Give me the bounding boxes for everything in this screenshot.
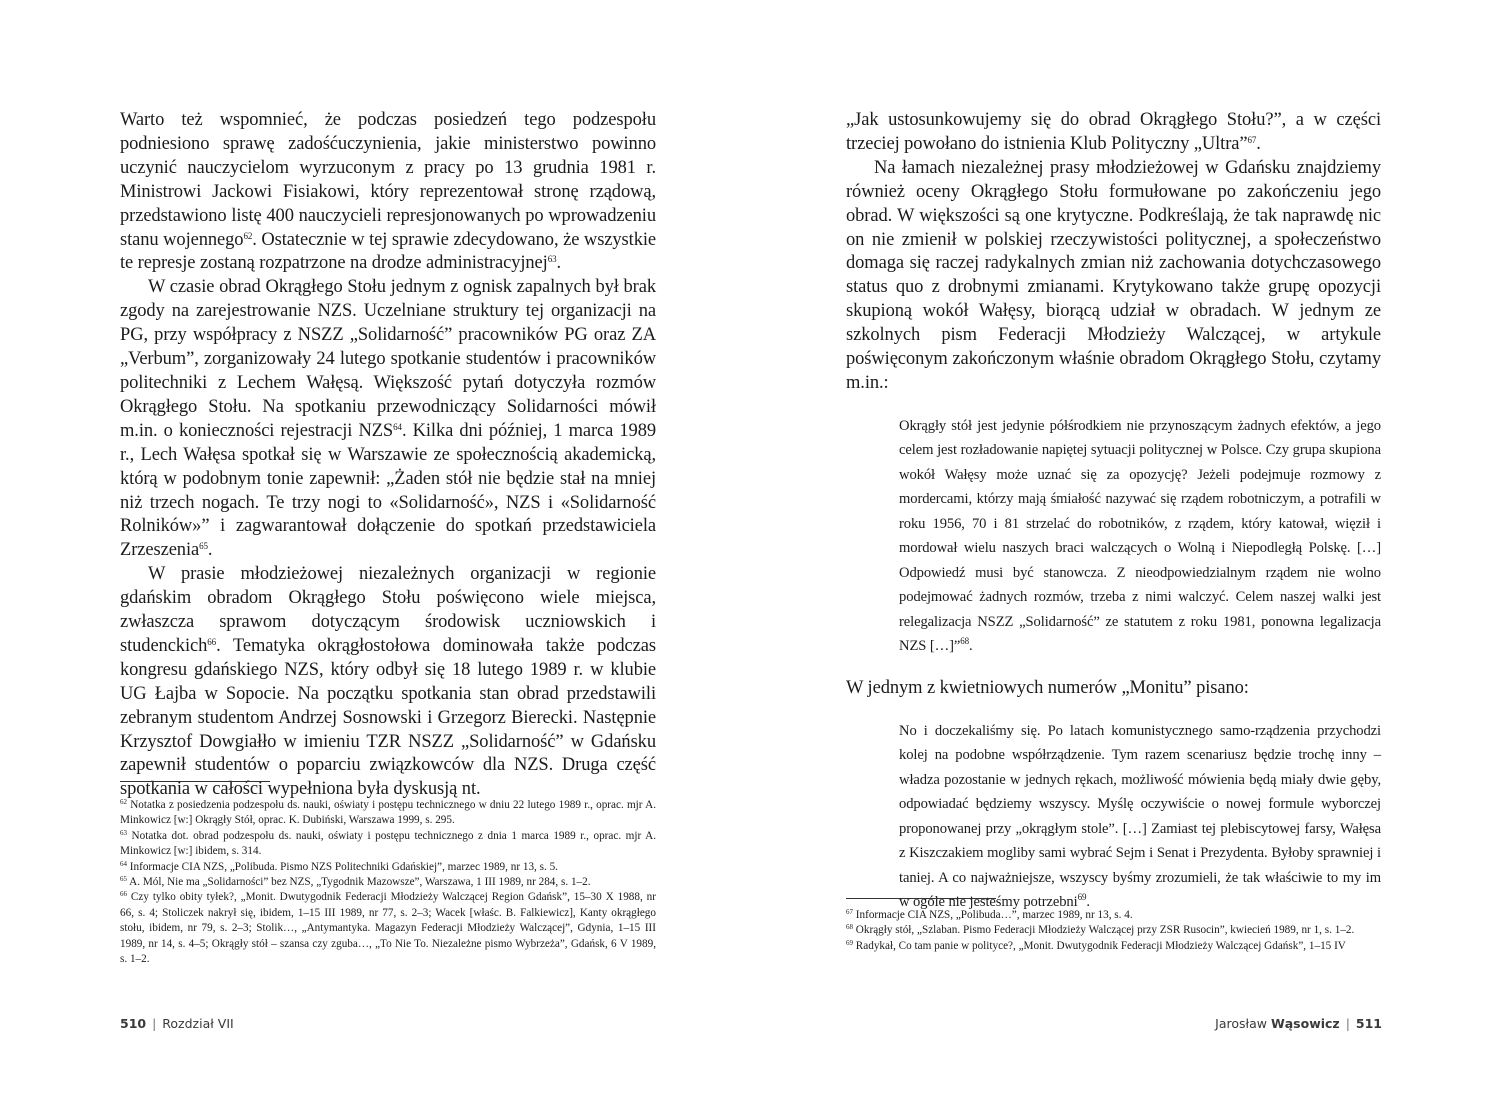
text-run: .: [1086, 894, 1090, 911]
footnote-text: Radykał, Co tam panie w polityce?, „Monit. Dwutygodnik Federacji Młodzieży Walczącej Gdańsk”, 1–15 IV: [853, 939, 1346, 952]
footnote: [846, 939, 1381, 954]
block-quote-1: [899, 414, 1381, 659]
paragraph: [846, 157, 1381, 396]
paragraph: [120, 563, 656, 802]
left-page-number: 510: [120, 1016, 147, 1031]
footnote-number: 67: [846, 908, 853, 916]
text-run: „Jak ustosunkowujemy się do obrad Okrągłego Stołu?”, a w części trzeciej powołano do istnienia Klub Polityczny „Ultra”: [846, 110, 1381, 154]
footnote: [120, 890, 656, 967]
footnote-ref: 62: [243, 230, 253, 241]
footnote: [120, 798, 656, 829]
text-run: . Kilka dni później, 1 marca 1989 r., Lech Wałęsa spotkał się w Warszawie ze społecznością akademicką, którą w podobnym tonie zapewnił: „Żaden stół nie będzie stał na mniej niż trzech nogach. Te trzy nogi to «Solidarność», NZS i «Solidarność Rolników»” i zagwarantował dołączenie do spotkań przedstawiciela Zrzeszenia: [120, 420, 656, 561]
lead-sentence: W jednym z kwietniowych numerów „Monitu” pisano:: [846, 677, 1249, 698]
right-footnotes: [846, 908, 1381, 954]
text-run: .: [207, 540, 213, 561]
text-run: .: [1256, 133, 1261, 154]
footnote-number: 65: [120, 875, 127, 884]
footnote-number: 63: [120, 828, 127, 837]
right-page: [750, 0, 1500, 1118]
footnote-number: 62: [120, 798, 127, 806]
footnote-text: Czy tylko obity tyłek?, „Monit. Dwutygodnik Federacji Młodzieży Walczącej Region Gdańsk”, 15–30 X 1988, nr 66, s. 4; Stoliczek nakrył się, ibidem, 1–15 III 1989, nr 77, s. 2–3; Wacek [właśc. B. Falkiewicz], Kanty okrągłego stołu, ibidem, nr 79, s. 2–3; Stolik…, „Antymantyka. Magazyn Federacji Młodzieży Walczącej”, Gdynia, 1–15 III 1989, nr 14, s. 4–5; Okrągły stół – szansa czy zguba…, „To Nie To. Niezależne pismo Wybrzeża”, Gdańsk, 6 V 1989, s. 1–2.: [120, 891, 656, 966]
left-folio: [120, 1016, 234, 1031]
footnote-ref: 66: [207, 636, 217, 647]
right-folio: [1215, 1016, 1382, 1031]
footnote: [846, 908, 1381, 923]
footnote-number: 69: [846, 938, 853, 947]
footnote: [120, 875, 656, 890]
quote-paragraph: [899, 719, 1381, 915]
text-run: .: [969, 638, 973, 655]
left-folio-separator: |: [152, 1016, 157, 1031]
author-last-name: Wąsowicz: [1270, 1016, 1340, 1031]
footnote: [120, 829, 656, 860]
footnote-ref: 64: [393, 421, 402, 432]
left-footnotes: [120, 798, 656, 967]
footnote-number: 66: [120, 890, 127, 899]
footnote-ref: 65: [199, 541, 208, 552]
text-run: Okrągły stół jest jedynie półśrodkiem nie przynoszącym żadnych efektów, a jego celem jest rozładowanie napiętej sytuacji politycznej w Polsce. Czy grupa skupiona wokół Wałęsy może uznać się za opozycję? Jeżeli podejmuje rozmowy z mordercami, którzy mają śmiałość nazywać się rządem robotniczym, a potrafili w roku 1956, 70 i 81 strzelać do robotników, z rządem, który katował, więził i mordował wielu naszych braci walczących o Wolną i Niepodległą Polskę. […] Odpowiedź musi być stanowcza. Z nieodpowiedzialnym rządem nie wolno podejmować żadnych rozmów, trzeba z nimi walczyć. Celem naszej walki jest relegalizacja NSZZ „Solidarność” ze statutem z roku 1981, ponowna legalizacja NZS […]”: [899, 417, 1381, 655]
footnote-ref: 68: [960, 636, 970, 647]
right-footnote-rule: [846, 898, 996, 899]
footnote: [120, 860, 656, 875]
author-first-name: Jarosław: [1215, 1016, 1267, 1031]
block-quote-2: [899, 719, 1381, 915]
text-run: W prasie młodzieżowej niezależnych organizacji w regionie gdańskim obradom Okrągłego Stołu poświęcono wiele miejsca, zwłaszcza sprawom dotyczącym środowisk uczniowskich i studenckich: [120, 564, 656, 656]
text-run: . Tematyka okrągłostołowa dominowała także podczas kongresu gdańskiego NZS, który odbył się 18 lutego 1989 r. w klubie UG Łajba w Sopocie. Na początku spotkania stan obrad przedstawili zebranym studentom Andrzej Sosnowski i Grzegorz Bierecki. Następnie Krzysztof Dowgiałło w imieniu TZR NSZZ „Solidarność” w Gdańsku zapewnił studentów o poparciu związkowców dla NZS. Druga część spotkania w całości wypełniona była dyskusją nt.: [120, 635, 656, 800]
left-footnote-rule: [120, 781, 270, 782]
left-body-text: [120, 109, 656, 802]
footnote-ref: 69: [1077, 892, 1087, 903]
quote-paragraph: [899, 414, 1381, 659]
footnote-text: Informacje CIA NZS, „Polibuda…”, marzec 1989, nr 13, s. 4.: [853, 909, 1133, 921]
footnote-number: 64: [120, 859, 127, 868]
footnote-text: Notatka z posiedzenia podzespołu ds. nauki, oświaty i postępu technicznego w dniu 22 lutego 1989 r., oprac. mjr A. Minkowicz [w:] Okrągły Stół, oprac. K. Dubiński, Warszawa 1999, s. 295.: [120, 799, 656, 827]
paragraph: [120, 276, 656, 563]
paragraph: [846, 109, 1381, 157]
text-run: Na łamach niezależnej prasy młodzieżowej w Gdańsku znajdziemy również oceny Okrągłego Stołu formułowane po zakończeniu jego obrad. W większości są one krytyczne. Podkreślają, że tak naprawdę nic on nie zmienił w polskiej rzeczywistości politycznej, a społeczeństwo domaga się raczej radykalnych zmian niż zachowania dotychczasowego status quo z drobnymi zmianami. Krytykowano także grupę opozycji skupioną wokół Wałęsy, biorącą udział w obradach. W jednym ze szkolnych pism Federacji Młodzieży Walczącej, w artykule poświęconym zakończonym właśnie obradom Okrągłego Stołu, czytamy m.in.:: [846, 157, 1381, 393]
footnote-text: Informacje CIA NZS, „Polibuda. Pismo NZS Politechniki Gdańskiej”, marzec 1989, nr 13, s. 5.: [127, 860, 558, 873]
footnote-text: A. Mól, Nie ma „Solidarności” bez NZS, „Tygodnik Mazowsze”, Warszawa, 1 III 1989, nr 284, s. 1–2.: [127, 876, 591, 889]
footnote-ref: 67: [1247, 134, 1257, 145]
right-page-number: 511: [1355, 1016, 1382, 1031]
right-paragraphs: [846, 109, 1381, 396]
footnote-text: Okrągły stół, „Szlaban. Pismo Federacji Młodzieży Walczącej przy ZSR Rusocin”, kwiecień 1989, nr 1, s. 1–2.: [853, 924, 1355, 937]
text-run: W czasie obrad Okrągłego Stołu jednym z ognisk zapalnych był brak zgody na zarejestrowanie NZS. Uczelniane struktury tej organizacji na PG, przy współpracy z NSZZ „Solidarność” pracowników PG oraz ZA „Verbum”, zorganizowały 24 lutego spotkanie studentów i pracowników politechniki z Lechem Wałęsą. Większość pytań dotyczyła rozmów Okrągłego Stołu. Na spotkaniu przewodniczący Solidarności mówił m.in. o konieczności rejestracji NZS: [120, 277, 656, 441]
footnote-ref: 63: [547, 254, 557, 265]
text-run: .: [556, 253, 562, 274]
text-run: No i doczekaliśmy się. Po latach komunistycznego samo-rządzenia przychodzi kolej na podobne współrządzenie. Tym razem scenariusz będzie trochę inny – władza pozostanie w jednych rękach, możliwość mówienia będą miały dwie gęby, odpowiadać będziemy wszyscy. Myślę oczywiście o nowej formule wyborczej proponowanej przy „okrągłym stole”. […] Zamiast tej plebiscytowej farsy, Wałęsa z Kiszczakiem mogliby sami wybrać Sejm i Senat i Prezydenta. Byłoby sprawniej i taniej. A co najważniejsze, wszyscy byśmy zrozumieli, że tak właściwie to my im w ogóle nie jesteśmy potrzebni: [899, 722, 1381, 911]
right-folio-separator: |: [1345, 1016, 1350, 1031]
right-body-text: [846, 109, 1381, 933]
paragraph: [120, 109, 656, 276]
footnote: [846, 923, 1381, 938]
footnote-text: Notatka dot. obrad podzespołu ds. nauki, oświaty i postępu technicznego z dnia 1 marca 1989 r., oprac. mjr A. Minkowicz [w:] ibidem, s. 314.: [120, 829, 656, 858]
footnote-number: 68: [846, 923, 853, 932]
text-run: . Ostatecznie w tej sprawie zdecydowano, że wszystkie te represje zostaną rozpatrzone na drodze administracyjnej: [120, 229, 656, 274]
text-run: Warto też wspomnieć, że podczas posiedzeń tego podzespołu podniesiono sprawę zadośćuczynienia, jakie ministerstwo powinno uczynić nauczycielom wyrzuconym z pracy po 13 grudnia 1981 r. Ministrowi Jackowi Fisiakowi, który reprezentował stronę rządową, przedstawiono listę 400 nauczycieli represjonowanych po wprowadzeniu stanu wojennego: [120, 110, 656, 250]
chapter-label: Rozdział VII: [162, 1016, 234, 1031]
